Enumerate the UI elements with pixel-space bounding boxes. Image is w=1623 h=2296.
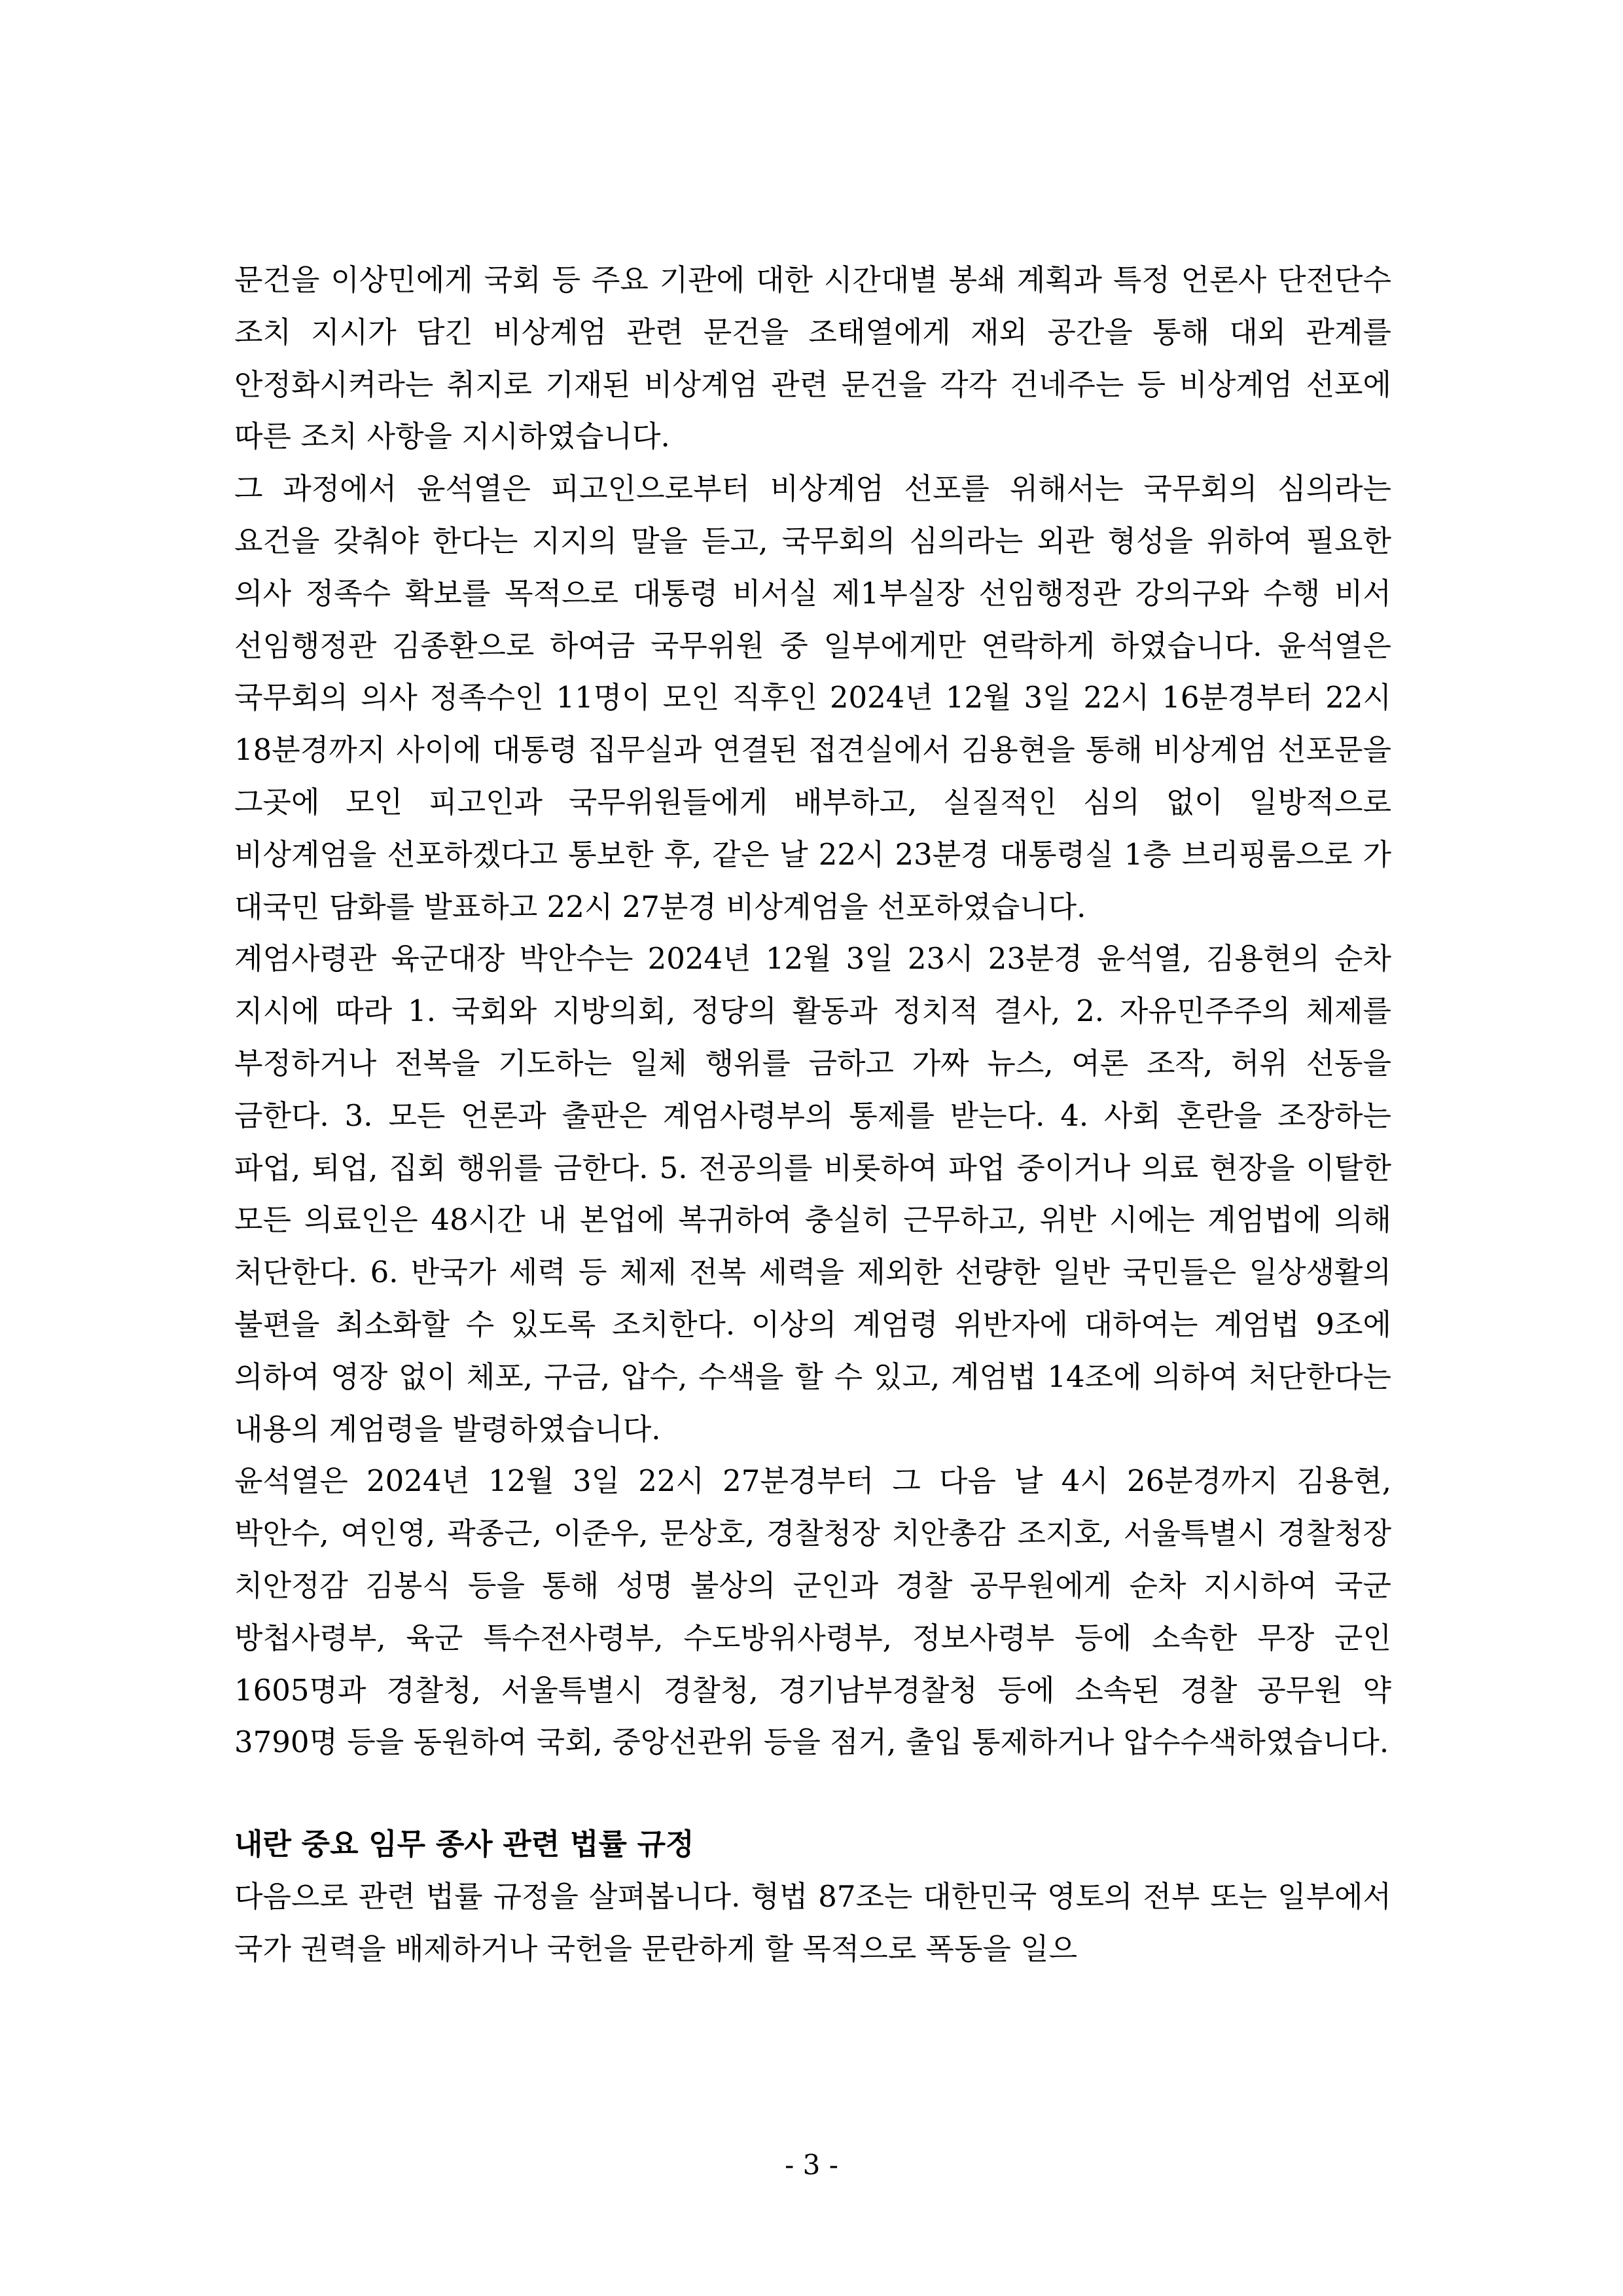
section-spacer — [234, 1768, 1391, 1818]
body-text — [234, 254, 1391, 1975]
paragraph-1: 문건을 이상민에게 국회 등 주요 기관에 대한 시간대별 봉쇄 계획과 특정 언론사 단전단수 조치 지시가 담긴 비상계엄 관련 문건을 조태열에게 재외 공간을 통해 대외 관계를 안정화시켜라는 취지로 기재된 비상계엄 관련 문건을 각각 건네주는 등 비상계엄 선포에 따른 조치 사항을 지시하였습니다. — [234, 262, 1391, 454]
paragraph-4: 윤석열은 2024년 12월 3일 22시 27분경부터 그 다음 날 4시 26분경까지 김용현, 박안수, 여인영, 곽종근, 이준우, 문상호, 경찰청장 치안총감 조지호, 서울특별시 경찰청장 치안정감 김봉식 등을 통해 성명 불상의 군인과 경찰 공무원에게 순차 지시하여 국군 방첩사령부, 육군 특수전사령부, 수도방위사령부, 정보사령부 등에 소속한 무장 군인 1605명과 경찰청, 서울특별시 경찰청, 경기남부경찰청 등에 소속된 경찰 공무원 약 3790명 등을 동원하여 국회, 중앙선관위 등을 점거, 출입 통제하거나 압수수색하였습니다. — [234, 1463, 1392, 1760]
paragraph-3: 계엄사령관 육군대장 박안수는 2024년 12월 3일 23시 23분경 윤석열, 김용현의 순차 지시에 따라 1. 국회와 지방의회, 정당의 활동과 정치적 결사, 2. 자유민주주의 체제를 부정하거나 전복을 기도하는 일체 행위를 금하고 가짜 뉴스, 여론 조작, 허위 선동을 금한다. 3. 모든 언론과 출판은 계엄사령부의 통제를 받는다. 4. 사회 혼란을 조장하는 파업, 퇴업, 집회 행위를 금한다. 5. 전공의를 비롯하여 파업 중이거나 의료 현장을 이탈한 모든 의료인은 48시간 내 본업에 복귀하여 충실히 근무하고, 위반 시에는 계엄법에 의해 처단한다. 6. 반국가 세력 등 체제 전복 세력을 제외한 선량한 일반 국민들은 일상생활의 불편을 최소화할 수 있도록 조치한다. 이상의 계엄령 위반자에 대하여는 계엄법 9조에 의하여 영장 없이 체포, 구금, 압수, 수색을 할 수 있고, 계엄법 14조에 의하여 처단한다는 내용의 계엄령을 발령하였습니다. — [234, 941, 1391, 1446]
paragraph-2: 그 과정에서 윤석열은 피고인으로부터 비상계엄 선포를 위해서는 국무회의 심의라는 요건을 갖춰야 한다는 지지의 말을 듣고, 국무회의 심의라는 외관 형성을 위하여 필요한 의사 정족수 확보를 목적으로 대통령 비서실 제1부실장 선임행정관 강의구와 수행 비서 선임행정관 김종환으로 하여금 국무위원 중 일부에게만 연락하게 하였습니다. 윤석열은 국무회의 의사 정족수인 11명이 모인 직후인 2024년 12월 3일 22시 16분경부터 22시 18분경까지 사이에 대통령 집무실과 연결된 접견실에서 김용현을 통해 비상계엄 선포문을 그곳에 모인 피고인과 국무위원들에게 배부하고, 실질적인 심의 없이 일방적으로 비상계엄을 선포하겠다고 통보한 후, 같은 날 22시 23분경 대통령실 1층 브리핑룸으로 가 대국민 담화를 발표하고 22시 27분경 비상계엄을 선포하였습니다. — [234, 471, 1392, 924]
page-number: - 3 - — [785, 2149, 838, 2181]
section-paragraph: 다음으로 관련 법률 규정을 살펴봅니다. 형법 87조는 대한민국 영토의 전부 또는 일부에서 국가 권력을 배제하거나 국헌을 문란하게 할 목적으로 폭동을 일으 — [234, 1878, 1391, 1966]
section-heading: 내란 중요 임무 종사 관련 법률 규정 — [234, 1827, 694, 1862]
